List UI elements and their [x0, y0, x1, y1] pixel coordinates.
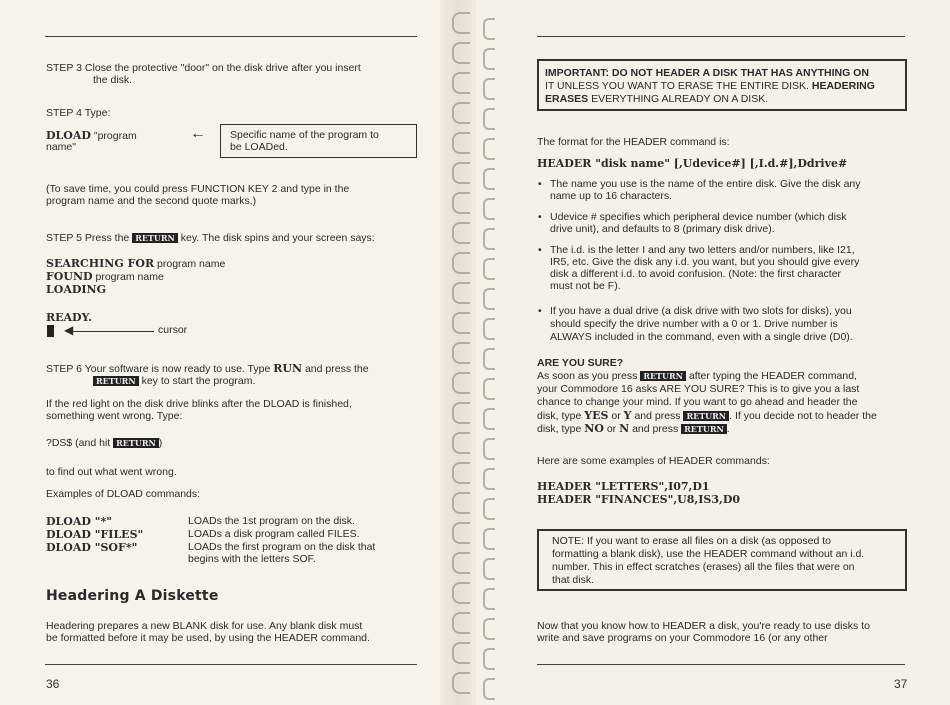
callout-line2: be LOADed.	[230, 141, 288, 153]
sure-line1	[537, 370, 857, 383]
bullet-line: disk a different i.d. to avoid confusion. (Note: the first character	[550, 268, 842, 280]
binding-ring	[452, 102, 470, 124]
binding-ring	[452, 132, 470, 154]
screen-searching-arg: program name	[157, 258, 226, 270]
step6-text-a: STEP 6 Your software is now ready to use. Type	[46, 363, 271, 375]
binding-ring	[452, 42, 470, 64]
step3-line2: the disk.	[93, 74, 133, 86]
header-para-line1: Headering prepares a new BLANK disk for use. Any blank disk must	[46, 620, 363, 632]
binding-ring	[483, 468, 495, 490]
binding-ring	[483, 108, 495, 130]
header-example: HEADER "LETTERS",I07,D1	[537, 480, 710, 493]
binding-ring	[452, 672, 470, 694]
sure-text: . If you decide not to header the	[729, 410, 877, 422]
bullet-line: name up to 16 characters.	[550, 190, 672, 202]
important-text-c1: ERASES	[545, 93, 589, 105]
screen-loading: LOADING	[46, 283, 106, 296]
cursor-label: cursor	[158, 324, 188, 336]
screen-found	[46, 270, 164, 284]
note-line: number. This in effect scratches (erases) all the files that were on	[552, 561, 855, 573]
format-command: HEADER "disk name" [,Udevice#] [,I.d.#],Ddrive#	[537, 157, 848, 170]
callout-line1: Specific name of the program to	[230, 129, 379, 141]
note-line: formatting a blank disk), use the HEADER command without an i.d.	[552, 548, 865, 560]
important-text-b: IT UNLESS YOU WANT TO ERASE THE ENTIRE DISK.	[545, 80, 809, 92]
page-number-left: 36	[46, 677, 60, 691]
example-desc: LOADs the 1st program on the disk.	[188, 515, 355, 527]
arrow-left-icon: ◀	[64, 323, 74, 337]
sure-line5: disk, type NO or N and press RETURN .	[537, 422, 730, 435]
binding-ring	[483, 408, 495, 430]
bullet-line: Udevice # specifies which peripheral device number (which disk	[550, 211, 847, 223]
note-line: NOTE: If you want to erase all files on a disk (as opposed to	[552, 535, 831, 547]
bottom-rule-left	[45, 664, 417, 665]
format-intro: The format for the HEADER command is:	[537, 136, 730, 148]
binding-ring	[452, 72, 470, 94]
bullet-line: should specify the drive number with a 0 or 1. Drive number is	[550, 318, 838, 330]
n-keyword: N	[619, 422, 630, 435]
ds-line	[46, 437, 162, 450]
return-key: RETURN	[640, 371, 686, 381]
example-desc: LOADs a disk program called FILES.	[188, 528, 360, 540]
important-line2	[545, 80, 875, 93]
example-cmd: DLOAD "FILES"	[46, 528, 144, 541]
important-line3	[545, 93, 768, 106]
bullet-line: drive unit), and defaults to 8 (primary disk drive).	[550, 223, 775, 235]
binding-ring	[483, 288, 495, 310]
step3-line1: STEP 3 Close the protective "door" on the disk drive after you insert	[46, 62, 361, 74]
binding-ring	[483, 18, 495, 40]
sure-line4	[537, 409, 877, 423]
note-line: that disk.	[552, 574, 595, 586]
binding-ring	[483, 648, 495, 670]
screen-searching	[46, 257, 225, 271]
bullet-line: must not be F).	[550, 280, 621, 292]
sure-text: and press	[634, 410, 681, 422]
tip-line2: program name and the second quote marks.)	[46, 195, 257, 207]
binding-ring	[452, 582, 470, 604]
sure-text: disk, type	[537, 423, 582, 435]
binding-ring	[483, 528, 495, 550]
binding-ring	[452, 642, 470, 664]
binding-ring	[452, 462, 470, 484]
sure-line3: chance to change your mind. If you want to go ahead and header the	[537, 396, 858, 408]
screen-ready: READY.	[46, 311, 92, 324]
examples-intro: Examples of DLOAD commands:	[46, 488, 201, 500]
cursor-block	[47, 325, 54, 337]
step6-text-b: and press the	[304, 363, 369, 375]
sure-text: or	[606, 423, 617, 435]
header-examples-intro: Here are some examples of HEADER commands:	[537, 455, 770, 467]
step5	[46, 232, 375, 245]
binding-ring	[483, 588, 495, 610]
top-rule-right	[537, 36, 905, 37]
binding-ring	[483, 318, 495, 340]
tip-line1: (To save time, you could press FUNCTION KEY 2 and type in the	[46, 183, 350, 195]
binding-ring	[483, 78, 495, 100]
screen-found-arg: program name	[95, 271, 164, 283]
binding-ring	[452, 432, 470, 454]
red-light-line1: If the red light on the disk drive blinks after the DLOAD is finished,	[46, 398, 352, 410]
binding-ring	[452, 312, 470, 334]
important-line1	[545, 67, 869, 80]
dload-arg-cont: name"	[46, 141, 76, 153]
binding-ring	[483, 228, 495, 250]
header-example: HEADER "FINANCES",U8,IS3,D0	[537, 493, 741, 506]
bullet-line: IR5, etc. Give the disk any i.d. you want, but you should give every	[550, 256, 860, 268]
y-keyword: Y	[623, 409, 632, 422]
binding-ring	[452, 492, 470, 514]
binding-ring	[483, 348, 495, 370]
step5-text-b: key. The disk spins and your screen says:	[180, 232, 375, 244]
screen-found-keyword: FOUND	[46, 270, 93, 283]
dload-arg: "program	[93, 130, 137, 142]
binding-ring	[452, 372, 470, 394]
no-keyword: NO	[584, 422, 604, 435]
cursor-arrow-line	[72, 331, 154, 332]
bullet-line: The i.d. is the letter I and any two letters and/or numbers, like I21,	[550, 244, 855, 256]
find-out: to find out what went wrong.	[46, 466, 177, 478]
bullet-dot: •	[538, 244, 542, 256]
binding-ring	[483, 48, 495, 70]
return-key: RETURN	[113, 438, 159, 448]
sure-line2: your Commodore 16 asks ARE YOU SURE? This is to give you a last	[537, 383, 860, 395]
step6-line1	[46, 362, 369, 376]
binding-ring	[483, 258, 495, 280]
important-text-b2: HEADERING	[811, 80, 875, 92]
dload-keyword: DLOAD	[46, 129, 91, 142]
binding-ring	[452, 222, 470, 244]
bottom-rule-right	[537, 664, 905, 665]
return-key: RETURN	[93, 376, 139, 386]
binding-ring	[452, 282, 470, 304]
binding-ring	[452, 162, 470, 184]
top-rule-left	[45, 36, 417, 37]
binding-ring	[483, 438, 495, 460]
return-key: RETURN	[132, 233, 178, 243]
bullet-dot: •	[538, 305, 542, 317]
binding-ring	[452, 552, 470, 574]
binding-ring	[452, 522, 470, 544]
important-text-c2: EVERYTHING ALREADY ON A DISK.	[591, 93, 769, 105]
binding-ring	[483, 198, 495, 220]
binding-ring	[483, 498, 495, 520]
binding-ring	[452, 252, 470, 274]
sure-text: or	[611, 410, 621, 422]
binding-ring	[452, 612, 470, 634]
binding-ring	[483, 378, 495, 400]
example-desc: LOADs the first program on the disk that	[188, 541, 376, 553]
ds-text-b: )	[158, 437, 163, 449]
binding-ring	[483, 558, 495, 580]
yes-keyword: YES	[584, 409, 609, 422]
ds-text-a: ?DS$ (and hit	[46, 437, 111, 449]
binding-ring	[483, 618, 495, 640]
are-you-sure-heading: ARE YOU SURE?	[537, 357, 624, 369]
example-desc-cont: begins with the letters SOF.	[188, 553, 316, 565]
example-cmd: DLOAD "*"	[46, 515, 112, 528]
important-text-a: IMPORTANT: DO NOT HEADER A DISK THAT HAS ANYTHING ON	[545, 67, 869, 79]
return-key: RETURN	[683, 411, 729, 421]
screen-searching-keyword: SEARCHING FOR	[46, 257, 155, 270]
binding-ring	[452, 12, 470, 34]
run-keyword: RUN	[273, 362, 303, 375]
bullet-line: If you have a dual drive (a disk drive with two slots for disks), you	[550, 305, 852, 317]
step4-label: STEP 4 Type:	[46, 107, 111, 119]
bullet-dot: •	[538, 178, 542, 190]
page-number-right: 37	[894, 677, 908, 691]
binding-ring	[452, 192, 470, 214]
binding-ring	[483, 678, 495, 700]
sure-text: As soon as you press	[537, 370, 638, 382]
arrow-left-icon: ←	[190, 125, 206, 142]
binding-ring	[452, 342, 470, 364]
sure-text: disk, type	[537, 410, 582, 422]
binding-ring	[483, 138, 495, 160]
section-heading: Headering A Diskette	[46, 588, 219, 604]
header-para-line2: be formatted before it may be used, by using the HEADER command.	[46, 632, 370, 644]
step5-text-a: STEP 5 Press the	[46, 232, 130, 244]
red-light-line2: something went wrong. Type:	[46, 410, 183, 422]
closing-line1: Now that you know how to HEADER a disk, you're ready to use disks to	[537, 620, 870, 632]
bullet-line: The name you use is the name of the entire disk. Give the disk any	[550, 178, 861, 190]
return-key: RETURN	[681, 424, 727, 434]
step6-line2	[93, 375, 255, 388]
sure-text: and press	[632, 423, 679, 435]
example-cmd: DLOAD "SOF*"	[46, 541, 138, 554]
closing-line2: write and save programs on your Commodore 16 (or any other	[537, 632, 828, 644]
binding-ring	[483, 168, 495, 190]
bullet-dot: •	[538, 211, 542, 223]
step6-text-c: key to start the program.	[141, 375, 256, 387]
bullet-line: ALWAYS included in the command, even with a single drive (D0).	[550, 331, 853, 343]
binding-ring	[452, 402, 470, 424]
sure-text: after typing the HEADER command,	[688, 370, 857, 382]
